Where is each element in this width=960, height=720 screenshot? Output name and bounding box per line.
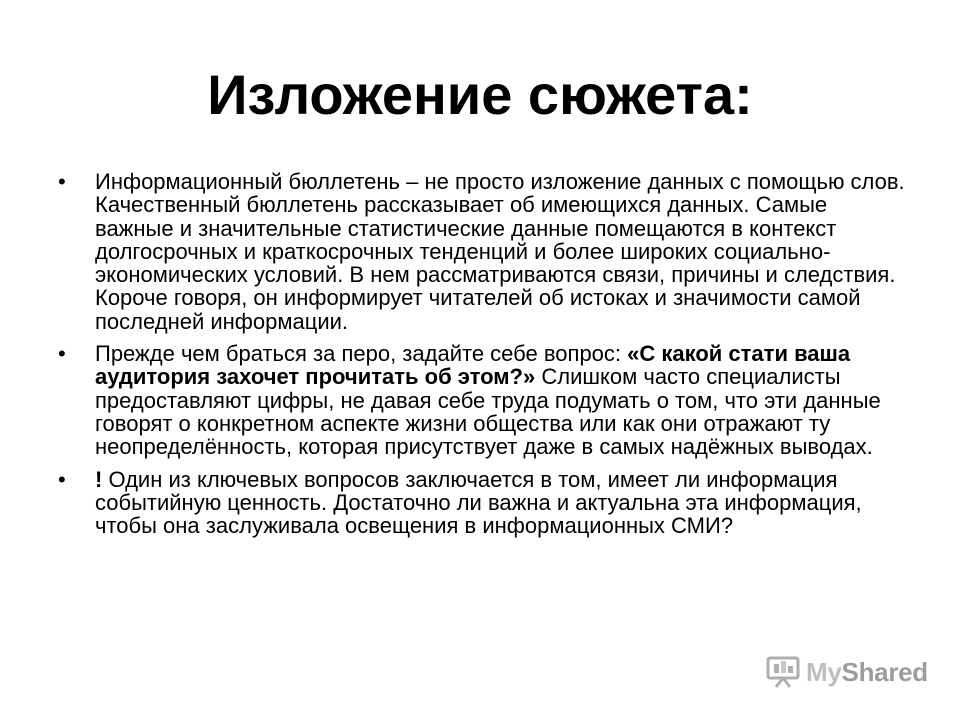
bullet-item — [58, 342, 908, 458]
bullet-marker: • — [58, 466, 66, 492]
bullet-item — [58, 468, 908, 538]
bullet-text: Информационный бюллетень – не просто изложение данных с помощью слов. Качественный бюллетень рассказывает об имеющихся данных. Самые важные и значительные статистические данные помещаются в контекст долгосрочных и краткосрочных тенденций и более широких социально-экономических условий. В нем рассматриваются связи, причины и следствия. Короче говоря, он информирует читателей об истоках и значимости самой последней информации. — [95, 169, 905, 334]
watermark-text — [806, 657, 928, 688]
bullet-text-tail: Один из ключевых вопросов заключается в том, имеет ли информация событийную ценность. Достаточно ли важна и актуальна эта информация, чтобы она заслуживала освещения в информационных СМИ? — [95, 466, 862, 539]
bullet-marker: • — [58, 341, 66, 367]
bullet-marker: • — [58, 169, 66, 194]
watermark-my: My — [806, 656, 842, 687]
presentation-board-icon — [766, 655, 800, 689]
bullet-text-emphasis: «С какой стати ваша аудитория захочет прочитать об этом?» — [95, 341, 851, 390]
slide-title: Изложение сюжета: — [207, 63, 753, 126]
bullet-text-lead: Прежде чем браться за перо, задайте себе вопрос: — [95, 341, 628, 367]
bullet-item — [58, 170, 908, 333]
myshared-watermark — [766, 654, 928, 690]
bullet-text-emphasis: ! — [95, 466, 103, 492]
watermark-shared: Shared — [841, 656, 928, 687]
bullet-list — [58, 170, 908, 546]
bullet-text-tail: Слишком часто специалисты предоставляют цифры, не давая себе труда подумать о том, что эти данные говорят о конкретном аспекте жизни общества или как они отражают ту неопределённость, которая присутствует даже в самых надёжных выводах. — [95, 364, 881, 460]
